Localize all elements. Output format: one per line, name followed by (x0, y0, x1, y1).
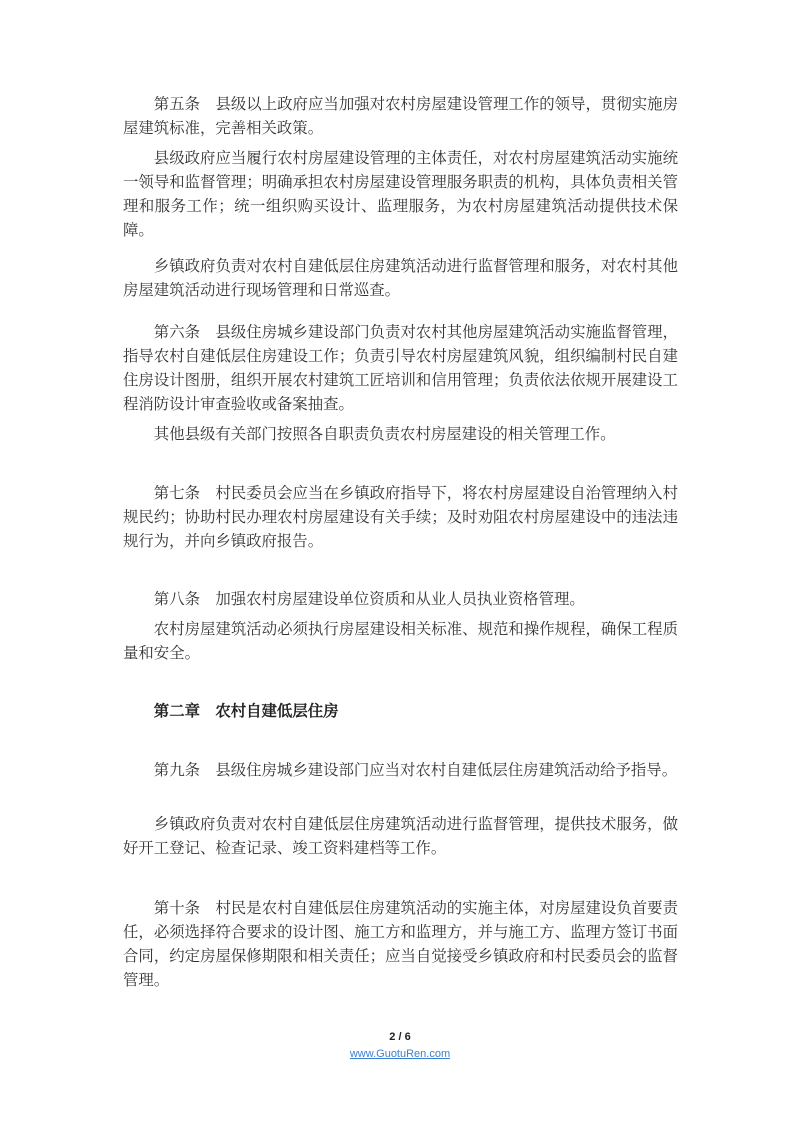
website-link[interactable]: www.GuotuRen.com (349, 1048, 451, 1060)
article-10-paragraph: 第十条 村民是农村自建低层住房建筑活动的实施主体，对房屋建设负首要责任，必须选择符合要求的设计图、施工方和监理方，并与施工方、监理方签订书面合同，约定房屋保修期限和相关责任；应当自觉接受乡镇政府和村民委员会的监督管理。 (123, 899, 678, 989)
article-9-township-paragraph: 乡镇政府负责对农村自建低层住房建筑活动进行监督管理，提供技术服务，做好开工登记、检查记录、竣工资料建档等工作。 (123, 815, 678, 857)
article-8-paragraph: 第八条 加强农村房屋建设单位资质和从业人员执业资格管理。 (153, 590, 585, 608)
article-5-township-paragraph: 乡镇政府负责对农村自建低层住房建筑活动进行监督管理和服务，对农村其他房屋建筑活动进行现场管理和日常巡查。 (123, 257, 678, 299)
chapter-heading: 第二章 农村自建低层住房 (153, 702, 339, 720)
article-5-county-paragraph: 县级政府应当履行农村房屋建设管理的主体责任，对农村房屋建筑活动实施统一领导和监督管理；明确承担农村房屋建设管理服务职责的机构，具体负责相关管理和服务工作；统一组织购买设计、监理服务，为农村房屋建筑活动提供技术保障。 (123, 149, 678, 239)
article-7-paragraph: 第七条 村民委员会应当在乡镇政府指导下，将农村房屋建设自治管理纳入村规民约；协助村民办理农村房屋建设有关手续；及时劝阻农村房屋建设中的违法违规行为，并向乡镇政府报告。 (123, 484, 678, 550)
article-6-other-departments-paragraph: 其他县级有关部门按照各自职责负责农村房屋建设的相关管理工作。 (153, 425, 616, 443)
article-9-paragraph: 第九条 县级住房城乡建设部门应当对农村自建低层住房建筑活动给予指导。 (153, 761, 678, 779)
article-8-standards-paragraph: 农村房屋建筑活动必须执行房屋建设相关标准、规范和操作规程，确保工程质量和安全。 (123, 620, 678, 662)
page-number: 2 / 6 (389, 1031, 411, 1043)
article-6-paragraph: 第六条 县级住房城乡建设部门负责对农村其他房屋建筑活动实施监督管理，指导农村自建低层住房建设工作；负责引导农村房屋建筑风貌，组织编制村民自建住房设计图册，组织开展农村建筑工匠培训和信用管理；负责依法依规开展建设工程消防设计审查验收或备案抽查。 (123, 323, 678, 413)
article-5-paragraph: 第五条 县级以上政府应当加强对农村房屋建设管理工作的领导，贯彻实施房屋建筑标准，完善相关政策。 (123, 95, 678, 137)
